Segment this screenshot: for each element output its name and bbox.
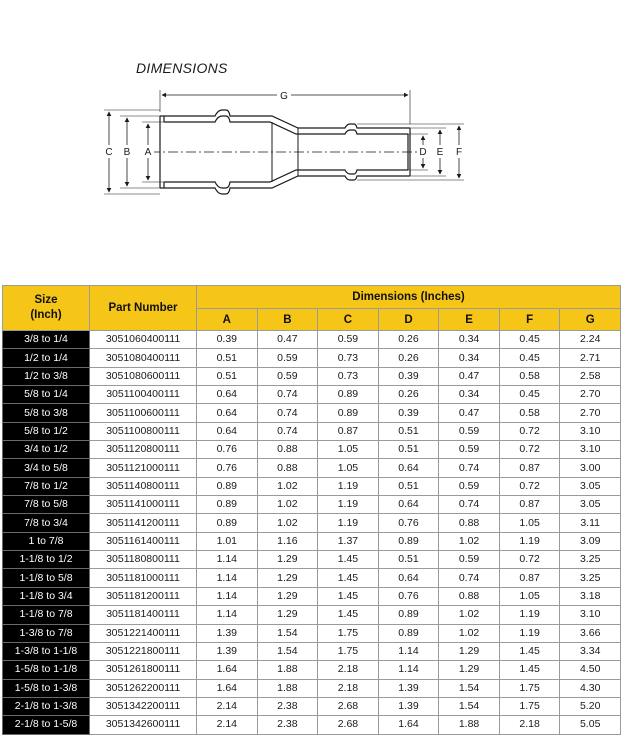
dimension-cell-g: 3.25: [560, 551, 621, 569]
dimension-cell-e: 1.02: [439, 532, 500, 550]
table-row: [3, 716, 621, 734]
dimension-cell-d: 1.39: [378, 697, 439, 715]
dimension-cell-c: 1.75: [318, 624, 379, 642]
size-cell: 5/8 to 3/8: [3, 404, 90, 422]
dimension-cell-e: 0.34: [439, 331, 500, 349]
dimension-cell-f: 1.75: [499, 679, 560, 697]
dimension-cell-b: 1.02: [257, 477, 318, 495]
dimension-cell-f: 1.19: [499, 624, 560, 642]
dimension-g-label: G: [280, 91, 288, 102]
dimension-cell-f: 0.87: [499, 459, 560, 477]
table-row: [3, 624, 621, 642]
part-number-cell: 3051181000111: [90, 569, 197, 587]
dimension-cell-c: 0.87: [318, 422, 379, 440]
size-cell: 1-3/8 to 1-1/8: [3, 642, 90, 660]
dimension-cell-g: 2.70: [560, 386, 621, 404]
dimension-cell-f: 1.45: [499, 661, 560, 679]
dimension-cell-a: 1.14: [197, 569, 258, 587]
size-cell: 2-1/8 to 1-3/8: [3, 697, 90, 715]
table-row: [3, 697, 621, 715]
dimension-cell-g: 3.66: [560, 624, 621, 642]
part-number-cell: 3051261800111: [90, 661, 197, 679]
dimension-cell-c: 1.37: [318, 532, 379, 550]
header-size-unit: (Inch): [30, 309, 62, 321]
part-number-cell: 3051161400111: [90, 532, 197, 550]
dimension-cell-d: 0.39: [378, 404, 439, 422]
table-row: [3, 477, 621, 495]
dimension-cell-f: 0.58: [499, 404, 560, 422]
dimension-cell-d: 0.89: [378, 624, 439, 642]
dimension-cell-g: 4.30: [560, 679, 621, 697]
dimension-cell-g: 3.10: [560, 606, 621, 624]
header-size-label: Size: [34, 294, 58, 306]
table-row: [3, 606, 621, 624]
dimension-cell-c: 0.73: [318, 367, 379, 385]
part-number-cell: 3051342600111: [90, 716, 197, 734]
dimension-cell-f: 0.87: [499, 496, 560, 514]
part-number-cell: 3051120800111: [90, 441, 197, 459]
dimension-cell-a: 0.64: [197, 422, 258, 440]
size-cell: 1-3/8 to 7/8: [3, 624, 90, 642]
dimension-cell-b: 0.59: [257, 349, 318, 367]
size-cell: 3/4 to 1/2: [3, 441, 90, 459]
table-row: [3, 386, 621, 404]
size-cell: 1/2 to 1/4: [3, 349, 90, 367]
dimension-cell-g: 3.11: [560, 514, 621, 532]
dimension-cell-f: 1.19: [499, 606, 560, 624]
part-number-cell: 3051181400111: [90, 606, 197, 624]
dimension-d-label: D: [419, 147, 427, 158]
dimension-cell-e: 0.59: [439, 441, 500, 459]
size-cell: 5/8 to 1/2: [3, 422, 90, 440]
dimensions-table: [2, 285, 621, 735]
dimension-cell-e: 1.02: [439, 624, 500, 642]
dimension-c-label: C: [105, 147, 113, 158]
dimension-cell-e: 0.74: [439, 569, 500, 587]
part-number-cell: 3051181200111: [90, 587, 197, 605]
part-number-cell: 3051221400111: [90, 624, 197, 642]
size-cell: 7/8 to 3/4: [3, 514, 90, 532]
part-number-cell: 3051100800111: [90, 422, 197, 440]
dimension-cell-g: 3.00: [560, 459, 621, 477]
size-cell: 1/2 to 3/8: [3, 367, 90, 385]
size-cell: 7/8 to 5/8: [3, 496, 90, 514]
part-number-cell: 3051060400111: [90, 331, 197, 349]
diagram-title: DIMENSIONS: [136, 60, 228, 76]
dimension-cell-a: 1.14: [197, 551, 258, 569]
dimension-cell-b: 0.74: [257, 404, 318, 422]
size-cell: 3/8 to 1/4: [3, 331, 90, 349]
table-row: [3, 569, 621, 587]
header-col-f: F: [499, 309, 560, 331]
dimension-cell-a: 0.64: [197, 404, 258, 422]
dimension-cell-f: 0.87: [499, 569, 560, 587]
dimension-cell-g: 4.50: [560, 661, 621, 679]
dimension-cell-b: 1.88: [257, 661, 318, 679]
dimension-cell-d: 0.51: [378, 477, 439, 495]
table-row: [3, 587, 621, 605]
dimension-cell-e: 1.54: [439, 697, 500, 715]
dimension-cell-f: 0.72: [499, 477, 560, 495]
size-cell: 1-1/8 to 3/4: [3, 587, 90, 605]
dimension-cell-e: 1.02: [439, 606, 500, 624]
size-cell: 1-1/8 to 7/8: [3, 606, 90, 624]
dimension-cell-d: 0.26: [378, 331, 439, 349]
dimension-cell-c: 2.18: [318, 661, 379, 679]
dimension-cell-g: 3.05: [560, 477, 621, 495]
dimension-cell-e: 1.29: [439, 642, 500, 660]
dimension-cell-b: 1.54: [257, 642, 318, 660]
dimension-cell-a: 1.01: [197, 532, 258, 550]
dimension-cell-g: 5.05: [560, 716, 621, 734]
dimension-cell-d: 0.26: [378, 349, 439, 367]
dimension-cell-e: 0.59: [439, 422, 500, 440]
dimension-cell-c: 1.45: [318, 606, 379, 624]
part-number-cell: 3051140800111: [90, 477, 197, 495]
dimension-cell-a: 1.64: [197, 679, 258, 697]
dimension-cell-a: 1.64: [197, 661, 258, 679]
dimension-cell-d: 0.64: [378, 569, 439, 587]
dimension-cell-f: 0.58: [499, 367, 560, 385]
table-row: [3, 441, 621, 459]
part-number-cell: 3051100400111: [90, 386, 197, 404]
dimension-cell-e: 0.74: [439, 459, 500, 477]
header-col-g: G: [560, 309, 621, 331]
dimension-cell-a: 1.14: [197, 606, 258, 624]
dimension-cell-c: 2.18: [318, 679, 379, 697]
dimension-cell-g: 2.71: [560, 349, 621, 367]
dimension-cell-e: 1.54: [439, 679, 500, 697]
size-cell: 3/4 to 5/8: [3, 459, 90, 477]
dimension-cell-d: 0.89: [378, 606, 439, 624]
part-number-cell: 3051141000111: [90, 496, 197, 514]
dimension-cell-b: 2.38: [257, 716, 318, 734]
dimension-cell-g: 3.09: [560, 532, 621, 550]
dimension-cell-b: 2.38: [257, 697, 318, 715]
table-row: [3, 532, 621, 550]
dimension-cell-c: 1.05: [318, 441, 379, 459]
dimension-cell-b: 0.47: [257, 331, 318, 349]
dimension-cell-c: 0.89: [318, 386, 379, 404]
dimension-cell-g: 2.24: [560, 331, 621, 349]
dimension-cell-a: 0.89: [197, 496, 258, 514]
dimension-cell-f: 1.45: [499, 642, 560, 660]
size-cell: 7/8 to 1/2: [3, 477, 90, 495]
dimension-cell-e: 0.59: [439, 477, 500, 495]
dimension-cell-f: 2.18: [499, 716, 560, 734]
dimension-cell-f: 0.45: [499, 386, 560, 404]
table-row: [3, 551, 621, 569]
fitting-dimension-diagram: [0, 78, 622, 208]
part-number-cell: 3051221800111: [90, 642, 197, 660]
table-row: [3, 496, 621, 514]
dimension-cell-a: 2.14: [197, 697, 258, 715]
dimension-cell-a: 0.76: [197, 441, 258, 459]
dimension-cell-g: 3.05: [560, 496, 621, 514]
header-dimensions: Dimensions (Inches): [197, 286, 621, 309]
size-cell: 1-1/8 to 1/2: [3, 551, 90, 569]
dimension-cell-g: 5.20: [560, 697, 621, 715]
dimension-cell-b: 0.88: [257, 459, 318, 477]
size-cell: 2-1/8 to 1-5/8: [3, 716, 90, 734]
dimension-cell-c: 0.59: [318, 331, 379, 349]
size-cell: 5/8 to 1/4: [3, 386, 90, 404]
header-col-b: B: [257, 309, 318, 331]
dimension-cell-f: 0.45: [499, 349, 560, 367]
dimension-b-label: B: [123, 147, 131, 158]
dimension-cell-e: 0.47: [439, 404, 500, 422]
dimension-cell-e: 0.34: [439, 386, 500, 404]
dimension-cell-c: 0.73: [318, 349, 379, 367]
dimension-cell-d: 0.64: [378, 459, 439, 477]
dimension-cell-a: 0.64: [197, 386, 258, 404]
part-number-cell: 3051180800111: [90, 551, 197, 569]
table-row: [3, 331, 621, 349]
size-cell: 1-5/8 to 1-3/8: [3, 679, 90, 697]
dimension-cell-d: 0.51: [378, 441, 439, 459]
table-row: [3, 661, 621, 679]
dimension-cell-a: 1.39: [197, 624, 258, 642]
dimension-cell-e: 0.59: [439, 551, 500, 569]
dimension-cell-e: 1.88: [439, 716, 500, 734]
dimension-cell-c: 1.19: [318, 514, 379, 532]
part-number-cell: 3051342200111: [90, 697, 197, 715]
dimension-cell-d: 0.51: [378, 551, 439, 569]
dimension-cell-c: 1.45: [318, 587, 379, 605]
dimension-f-label: F: [455, 147, 463, 158]
dimension-cell-d: 0.76: [378, 587, 439, 605]
header-col-a: A: [197, 309, 258, 331]
dimension-cell-b: 1.02: [257, 514, 318, 532]
dimension-cell-b: 0.74: [257, 386, 318, 404]
dimension-cell-e: 0.34: [439, 349, 500, 367]
dimension-cell-e: 1.29: [439, 661, 500, 679]
table-row: [3, 349, 621, 367]
fitting-outline-bottom: [160, 176, 410, 194]
dimension-cell-c: 1.05: [318, 459, 379, 477]
dimension-cell-b: 1.29: [257, 551, 318, 569]
dimension-cell-b: 1.02: [257, 496, 318, 514]
dimension-cell-c: 1.19: [318, 496, 379, 514]
dimension-cell-f: 1.05: [499, 514, 560, 532]
dimension-cell-f: 1.75: [499, 697, 560, 715]
dimension-cell-d: 0.51: [378, 422, 439, 440]
dimension-e-label: E: [436, 147, 444, 158]
table-row: [3, 459, 621, 477]
dimension-cell-c: 1.45: [318, 551, 379, 569]
header-part-number: Part Number: [90, 286, 197, 331]
table-row: [3, 679, 621, 697]
dimension-cell-d: 1.14: [378, 661, 439, 679]
dimension-cell-c: 1.45: [318, 569, 379, 587]
part-number-cell: 3051100600111: [90, 404, 197, 422]
dimension-cell-d: 0.89: [378, 532, 439, 550]
dimension-cell-c: 1.75: [318, 642, 379, 660]
dimension-cell-f: 1.19: [499, 532, 560, 550]
dimension-cell-d: 0.64: [378, 496, 439, 514]
part-number-cell: 3051080400111: [90, 349, 197, 367]
dimension-cell-b: 0.59: [257, 367, 318, 385]
dimension-cell-c: 0.89: [318, 404, 379, 422]
table-row: [3, 404, 621, 422]
dimension-cell-g: 3.34: [560, 642, 621, 660]
dimension-cell-b: 0.74: [257, 422, 318, 440]
dimension-cell-a: 0.89: [197, 477, 258, 495]
dimension-cell-d: 0.39: [378, 367, 439, 385]
part-number-cell: 3051080600111: [90, 367, 197, 385]
dimension-cell-g: 3.25: [560, 569, 621, 587]
dimension-cell-c: 2.68: [318, 716, 379, 734]
dimension-a-label: A: [144, 147, 152, 158]
dimension-cell-e: 0.88: [439, 587, 500, 605]
size-cell: 1-1/8 to 5/8: [3, 569, 90, 587]
dimension-cell-b: 1.29: [257, 587, 318, 605]
table-row: [3, 514, 621, 532]
dimension-cell-d: 0.76: [378, 514, 439, 532]
dimension-cell-d: 1.64: [378, 716, 439, 734]
dimension-cell-b: 0.88: [257, 441, 318, 459]
dimension-cell-b: 1.16: [257, 532, 318, 550]
dimension-cell-b: 1.29: [257, 569, 318, 587]
dimension-cell-a: 0.89: [197, 514, 258, 532]
table-row: [3, 422, 621, 440]
dimension-cell-a: 0.51: [197, 349, 258, 367]
dimension-cell-a: 0.76: [197, 459, 258, 477]
header-size: [3, 286, 90, 331]
dimension-cell-a: 0.51: [197, 367, 258, 385]
fitting-outline-top: [160, 110, 410, 128]
size-cell: 1-5/8 to 1-1/8: [3, 661, 90, 679]
header-col-e: E: [439, 309, 500, 331]
table-row: [3, 367, 621, 385]
dimension-cell-e: 0.47: [439, 367, 500, 385]
dimension-cell-b: 1.88: [257, 679, 318, 697]
dimension-cell-a: 2.14: [197, 716, 258, 734]
size-cell: 1 to 7/8: [3, 532, 90, 550]
dimension-cell-g: 2.58: [560, 367, 621, 385]
dimension-cell-g: 3.10: [560, 441, 621, 459]
dimension-cell-a: 0.39: [197, 331, 258, 349]
dimension-cell-b: 1.54: [257, 624, 318, 642]
part-number-cell: 3051121000111: [90, 459, 197, 477]
dimension-cell-a: 1.14: [197, 587, 258, 605]
dimension-cell-c: 2.68: [318, 697, 379, 715]
header-col-c: C: [318, 309, 379, 331]
dimension-cell-g: 3.18: [560, 587, 621, 605]
dimension-cell-f: 0.72: [499, 441, 560, 459]
dimension-cell-f: 0.45: [499, 331, 560, 349]
dimension-cell-f: 0.72: [499, 551, 560, 569]
dimension-cell-e: 0.88: [439, 514, 500, 532]
dimension-cell-g: 2.70: [560, 404, 621, 422]
dimension-cell-d: 1.14: [378, 642, 439, 660]
part-number-cell: 3051141200111: [90, 514, 197, 532]
dimension-cell-f: 1.05: [499, 587, 560, 605]
dimension-cell-f: 0.72: [499, 422, 560, 440]
header-col-d: D: [378, 309, 439, 331]
part-number-cell: 3051262200111: [90, 679, 197, 697]
dimension-cell-b: 1.29: [257, 606, 318, 624]
dimension-cell-c: 1.19: [318, 477, 379, 495]
dimension-cell-a: 1.39: [197, 642, 258, 660]
dimension-cell-d: 0.26: [378, 386, 439, 404]
dimension-cell-e: 0.74: [439, 496, 500, 514]
table-row: [3, 642, 621, 660]
dimension-cell-g: 3.10: [560, 422, 621, 440]
dimension-cell-d: 1.39: [378, 679, 439, 697]
